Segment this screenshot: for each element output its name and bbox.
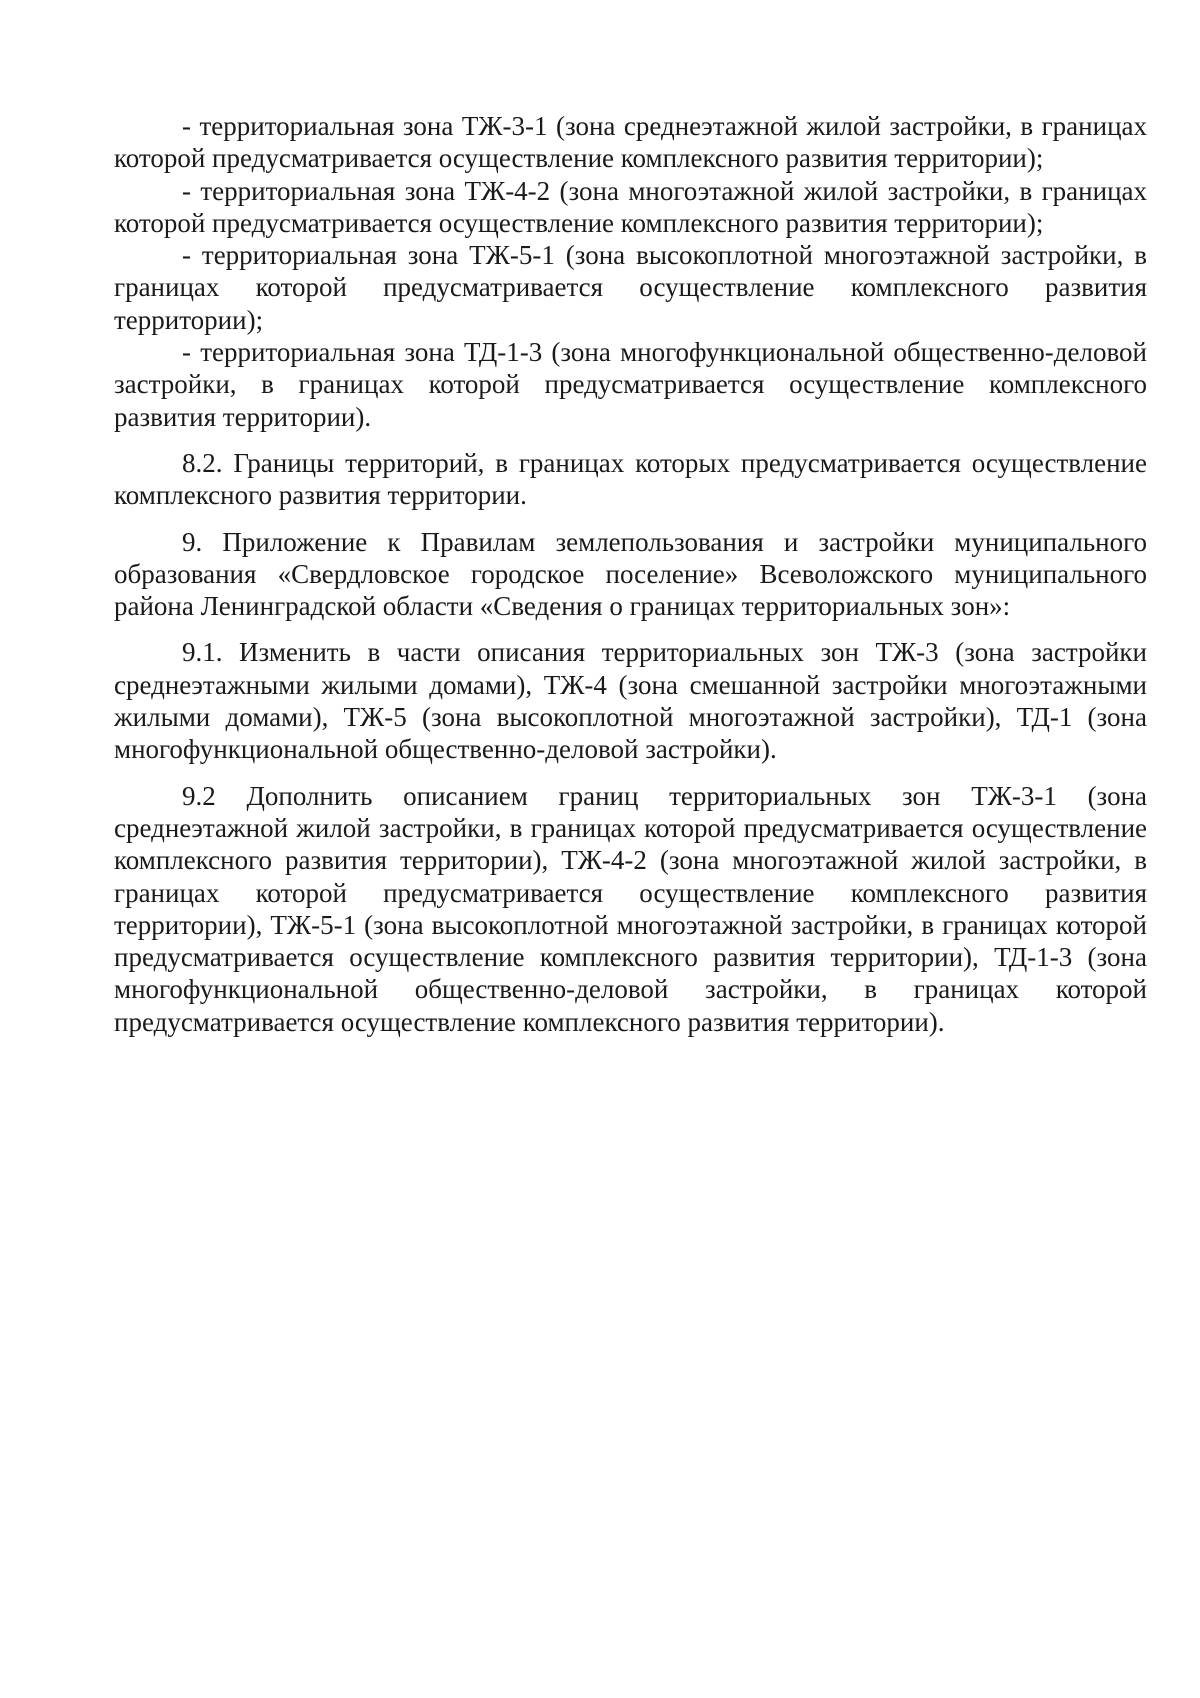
paragraph-zone-tzh-3-1: - территориальная зона ТЖ-3-1 (зона среднеэтажной жилой застройки, в границах которой предусматривается осуществление комплексного развития территории); bbox=[114, 111, 1147, 174]
document-page bbox=[114, 110, 1147, 1038]
paragraph-item-8-2: 8.2. Границы территорий, в границах которых предусматривается осуществление комплексного развития территории. bbox=[114, 447, 1147, 511]
paragraph-item-9: 9. Приложение к Правилам землепользования и застройки муниципального образования «Свердловское городское поселение» Всеволожского муниципального района Ленинградской области «Сведения о границах территориальных зон»: bbox=[114, 526, 1147, 622]
paragraph-zone-td-1-3: - территориальная зона ТД-1-3 (зона многофункциональной общественно-деловой застройки, в границах которой предусматривается осуществление комплексного развития территории). bbox=[114, 337, 1147, 432]
paragraph-item-9-2: 9.2 Дополнить описанием границ территориальных зон ТЖ-3-1 (зона среднеэтажной жилой застройки, в границах которой предусматривается осуществление комплексного развития территории), ТЖ-4-2 (зона многоэтажной жилой застройки, в границах которой предусматривается осуществление комплексного развития территории), ТЖ-5-1 (зона высокоплотной многоэтажной застройки, в границах которой предусматривается осуществление комплексного развития территории), ТД-1-3 (зона многофункциональной общественно-деловой застройки, в границах которой предусматривается осуществление комплексного развития территории). bbox=[114, 780, 1147, 1037]
paragraph-zone-tzh-4-2: - территориальная зона ТЖ-4-2 (зона многоэтажной жилой застройки, в границах которой предусматривается осуществление комплексного развития территории); bbox=[114, 175, 1147, 238]
paragraph-zone-tzh-5-1: - территориальная зона ТЖ-5-1 (зона высокоплотной многоэтажной застройки, в границах которой предусматривается осуществление комплексного развития территории); bbox=[114, 240, 1147, 335]
paragraph-item-9-1: 9.1. Изменить в части описания территориальных зон ТЖ-3 (зона застройки среднеэтажными жилыми домами), ТЖ-4 (зона смешанной застройки многоэтажными жилыми домами), ТЖ-5 (зона высокоплотной многоэтажной застройки), ТД-1 (зона многофункциональной общественно-деловой застройки). bbox=[114, 637, 1147, 765]
